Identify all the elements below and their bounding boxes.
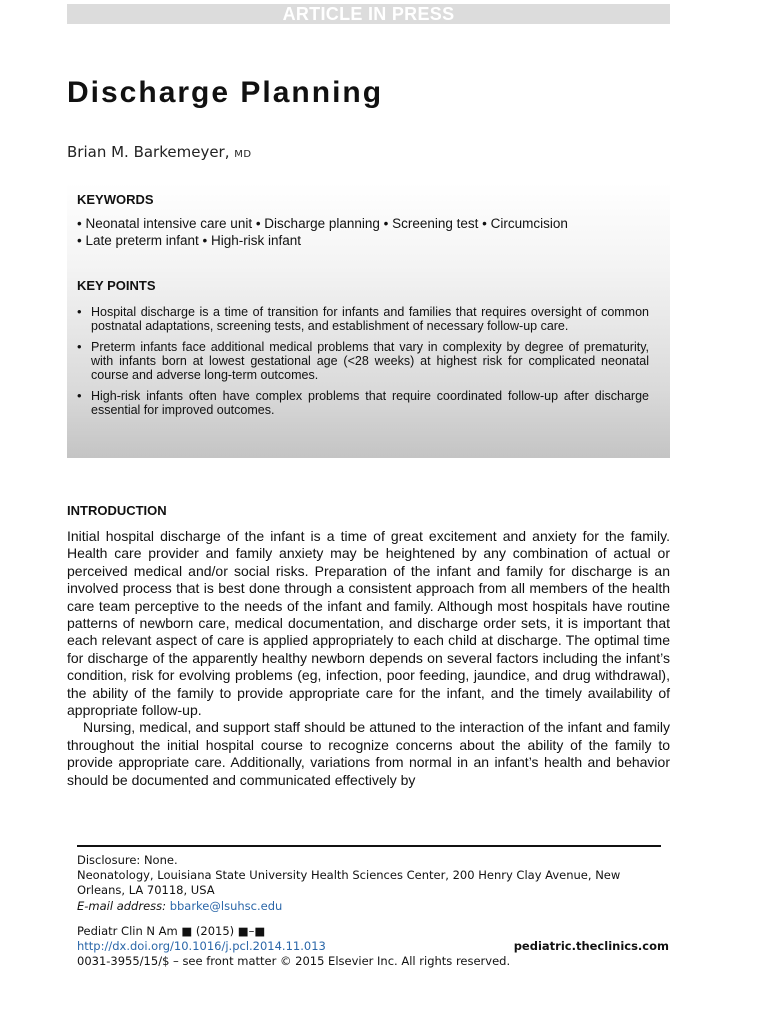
doi-link[interactable]: http://dx.doi.org/10.1016/j.pcl.2014.11.013 [77, 939, 326, 954]
body-paragraph: Nursing, medical, and support staff should be attuned to the interaction of the infant and family throughout the initial hospital course to recognize concerns about the ability of the family to provide appropriate care. Additionally, variations from normal in an infant’s health and behavior should be documented and communicated effectively by [67, 719, 670, 788]
keywords-line-1: • Neonatal intensive care unit • Discharge planning • Screening test • Circumcision [77, 216, 568, 231]
journal-info [77, 924, 669, 970]
citation-line: Pediatr Clin N Am ■ (2015) ■–■ [77, 924, 266, 938]
email-line [77, 899, 669, 914]
key-points-heading: KEY POINTS [77, 278, 156, 293]
key-points-list [77, 305, 649, 424]
keywords-keypoints-box [67, 183, 670, 458]
author-name: Brian M. Barkemeyer, [67, 143, 230, 161]
keywords-line-2: • Late preterm infant • High-risk infant [77, 233, 302, 248]
key-point-item: • Hospital discharge is a time of transition for infants and families that requires oversight of common postnatal adaptations, screening tests, and establishment of necessary follow-up care. [77, 305, 649, 333]
article-title: Discharge Planning [67, 76, 384, 109]
doi-row [77, 939, 669, 954]
affiliation-line-2: Orleans, LA 70118, USA [77, 883, 215, 898]
journal-site: pediatric.theclinics.com [513, 939, 669, 954]
author-line [67, 143, 252, 161]
introduction-body [67, 528, 670, 789]
body-paragraph: Initial hospital discharge of the infant is a time of great excitement and anxiety for the family. Health care provider and family anxiety may be heightened by any combination of actual or perceived medical and/or social risks. Preparation of the infant and family for discharge is an involved process that is best done through a consistent approach from all members of the health care team perceptive to the needs of the infant and family. Although most hospitals have routine patterns of newborn care, medical documentation, and discharge order sets, it is important that each relevant aspect of care is applied appropriately to each child at discharge. The optimal time for discharge of the apparently healthy newborn depends on several factors including the infant’s condition, risk for evolving problems (eg, infection, poor feeding, jaundice, and drug withdrawal), the ability of the family to provide appropriate care for the infant, and the timely availability of appropriate follow-up. [67, 528, 670, 719]
affiliation-line-1: Neonatology, Louisiana State University Health Sciences Center, 200 Henry Clay Avenue, New [77, 868, 621, 883]
copyright-line: 0031-3955/15/$ – see front matter © 2015 Elsevier Inc. All rights reserved. [77, 954, 511, 969]
keywords-heading: KEYWORDS [77, 192, 154, 207]
key-point-item: • High-risk infants often have complex problems that require coordinated follow-up after discharge essential for improved outcomes. [77, 389, 649, 417]
footnote-divider [77, 845, 661, 847]
author-degree: MD [234, 149, 252, 160]
article-in-press-banner: ARTICLE IN PRESS [67, 4, 670, 24]
email-label: E-mail address: [77, 898, 167, 913]
email-link[interactable]: bbarke@lsuhsc.edu [169, 898, 283, 913]
disclosure-note: Disclosure: None. [77, 853, 178, 867]
key-point-item: • Preterm infants face additional medical problems that vary in complexity by degree of prematurity, with infants born at lowest gestational age (<28 weeks) at highest risk for complicated neonatal course and adverse long-term outcomes. [77, 340, 649, 382]
footnotes [77, 853, 669, 914]
introduction-heading: INTRODUCTION [67, 503, 167, 518]
